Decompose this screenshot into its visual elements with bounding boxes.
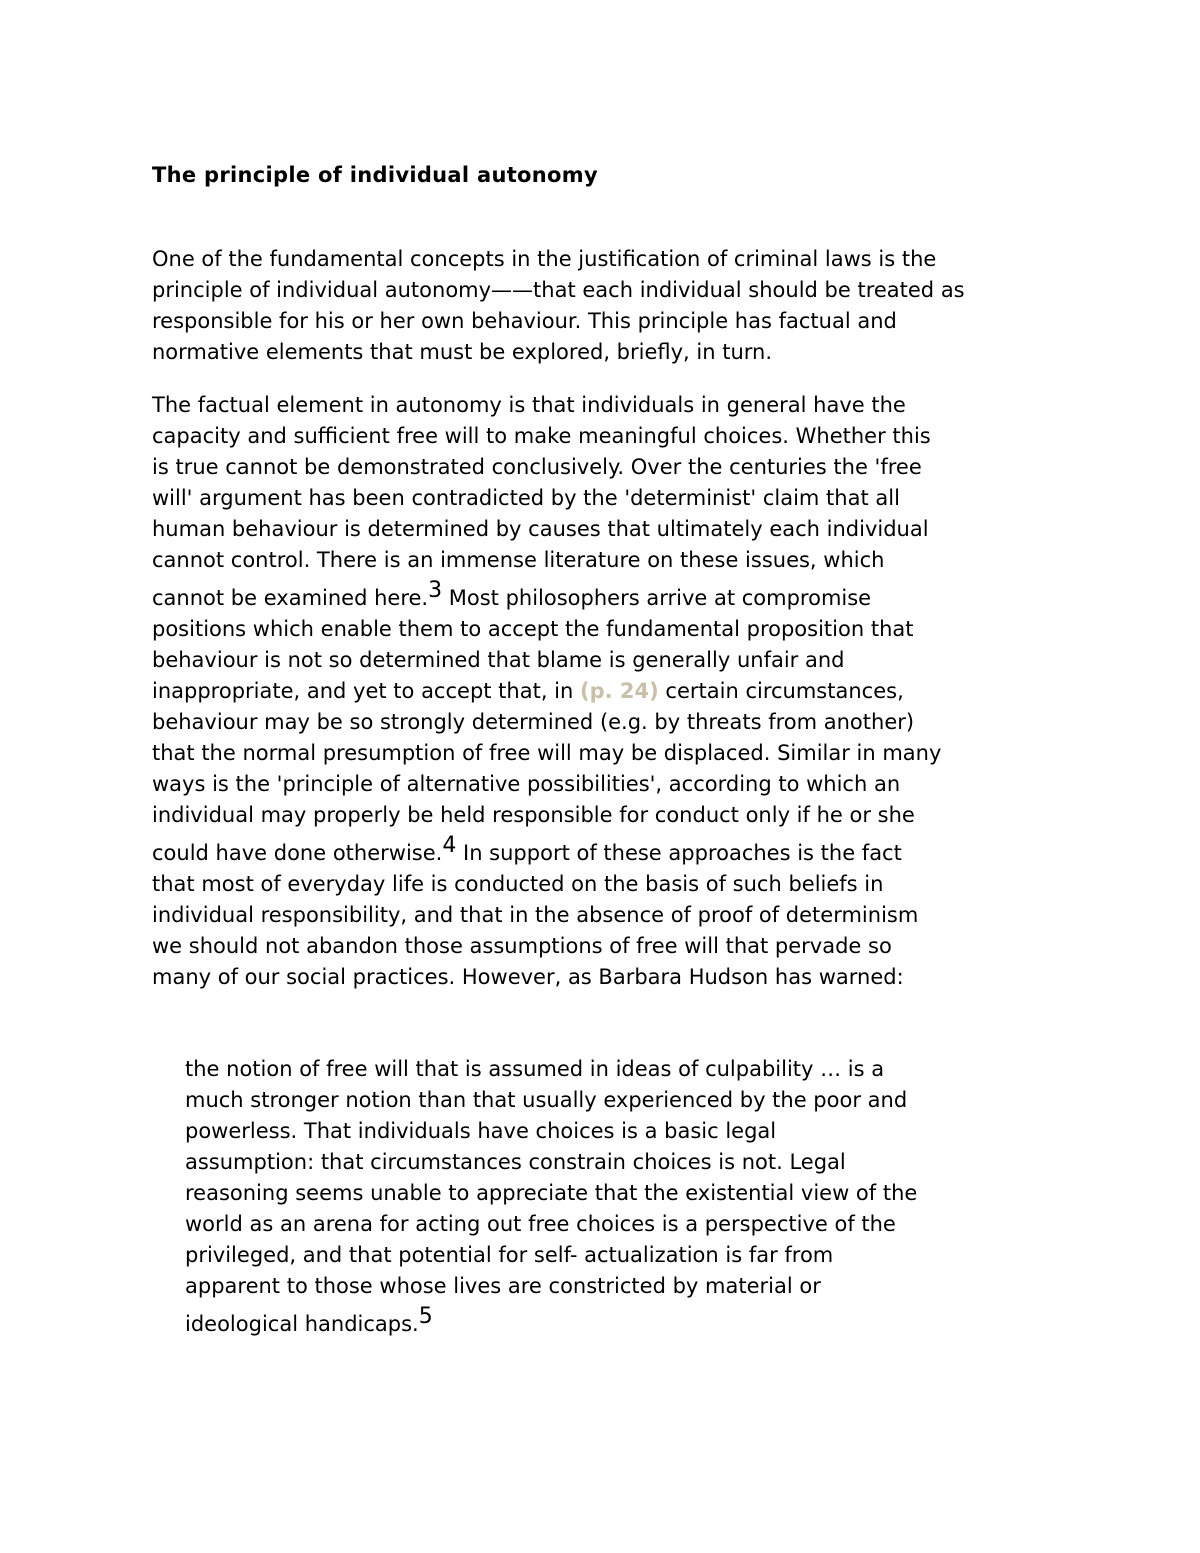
text-line: cannot control. There is an immense literature on these issues, which — [152, 548, 885, 572]
text-line: normative elements that must be explored, briefly, in turn. — [152, 340, 773, 364]
text-line: that most of everyday life is conducted on the basis of such beliefs in — [152, 872, 884, 896]
text-segment: In support of these approaches is the fact — [456, 841, 902, 865]
text-line: is true cannot be demonstrated conclusively. Over the centuries the 'free — [152, 455, 922, 479]
text-segment: could have done otherwise. — [152, 841, 443, 865]
text-line: responsible for his or her own behaviour. This principle has factual and — [152, 309, 897, 333]
quote-line: powerless. That individuals have choices is a basic legal — [185, 1119, 777, 1143]
text-line: ways is the 'principle of alternative possibilities', according to which an — [152, 772, 901, 796]
paragraph-intro — [152, 244, 1052, 368]
text-line: individual may properly be held responsible for conduct only if he or she — [152, 803, 915, 827]
text-line: positions which enable them to accept the fundamental proposition that — [152, 617, 914, 641]
text-line — [152, 578, 1052, 614]
page-number-marker: (p. 24) — [580, 679, 659, 703]
text-line: principle of individual autonomy——that each individual should be treated as — [152, 278, 965, 302]
text-line: behaviour may be so strongly determined (e.g. by threats from another) — [152, 710, 915, 734]
text-line: we should not abandon those assumptions of free will that pervade so — [152, 934, 892, 958]
text-line: behaviour is not so determined that blame is generally unfair and — [152, 648, 845, 672]
text-line — [152, 676, 1052, 707]
quote-line: reasoning seems unable to appreciate that the existential view of the — [185, 1181, 918, 1205]
text-segment: inappropriate, and yet to accept that, in — [152, 679, 580, 703]
text-segment: ideological handicaps. — [185, 1312, 419, 1336]
text-line: that the normal presumption of free will may be displaced. Similar in many — [152, 741, 942, 765]
footnote-ref-3[interactable]: 3 — [428, 578, 443, 603]
text-line: will' argument has been contradicted by the 'determinist' claim that all — [152, 486, 900, 510]
text-line: individual responsibility, and that in the absence of proof of determinism — [152, 903, 919, 927]
text-segment: Most philosophers arrive at compromise — [442, 586, 872, 610]
quote-line: the notion of free will that is assumed in ideas of culpability … is a — [185, 1057, 885, 1081]
section-heading: The principle of individual autonomy — [152, 163, 598, 187]
text-line: The factual element in autonomy is that individuals in general have the — [152, 393, 906, 417]
quote-line: assumption: that circumstances constrain choices is not. Legal — [185, 1150, 846, 1174]
text-line: capacity and sufficient free will to make meaningful choices. Whether this — [152, 424, 931, 448]
text-line: many of our social practices. However, as Barbara Hudson has warned: — [152, 965, 904, 989]
block-quote-hudson — [185, 1054, 1045, 1340]
quote-line: world as an arena for acting out free choices is a perspective of the — [185, 1212, 896, 1236]
quote-line: apparent to those whose lives are constricted by material or — [185, 1274, 821, 1298]
text-line: One of the fundamental concepts in the justification of criminal laws is the — [152, 247, 937, 271]
quote-line — [185, 1304, 1045, 1340]
text-segment: cannot be examined here. — [152, 586, 429, 610]
footnote-ref-5[interactable]: 5 — [418, 1304, 433, 1329]
paragraph-factual-element — [152, 390, 1052, 993]
quote-line: much stronger notion than that usually experienced by the poor and — [185, 1088, 908, 1112]
quote-line: privileged, and that potential for self- actualization is far from — [185, 1243, 834, 1267]
footnote-ref-4[interactable]: 4 — [442, 833, 457, 858]
text-segment: certain circumstances, — [658, 679, 904, 703]
text-line: human behaviour is determined by causes that ultimately each individual — [152, 517, 929, 541]
text-line — [152, 833, 1052, 869]
